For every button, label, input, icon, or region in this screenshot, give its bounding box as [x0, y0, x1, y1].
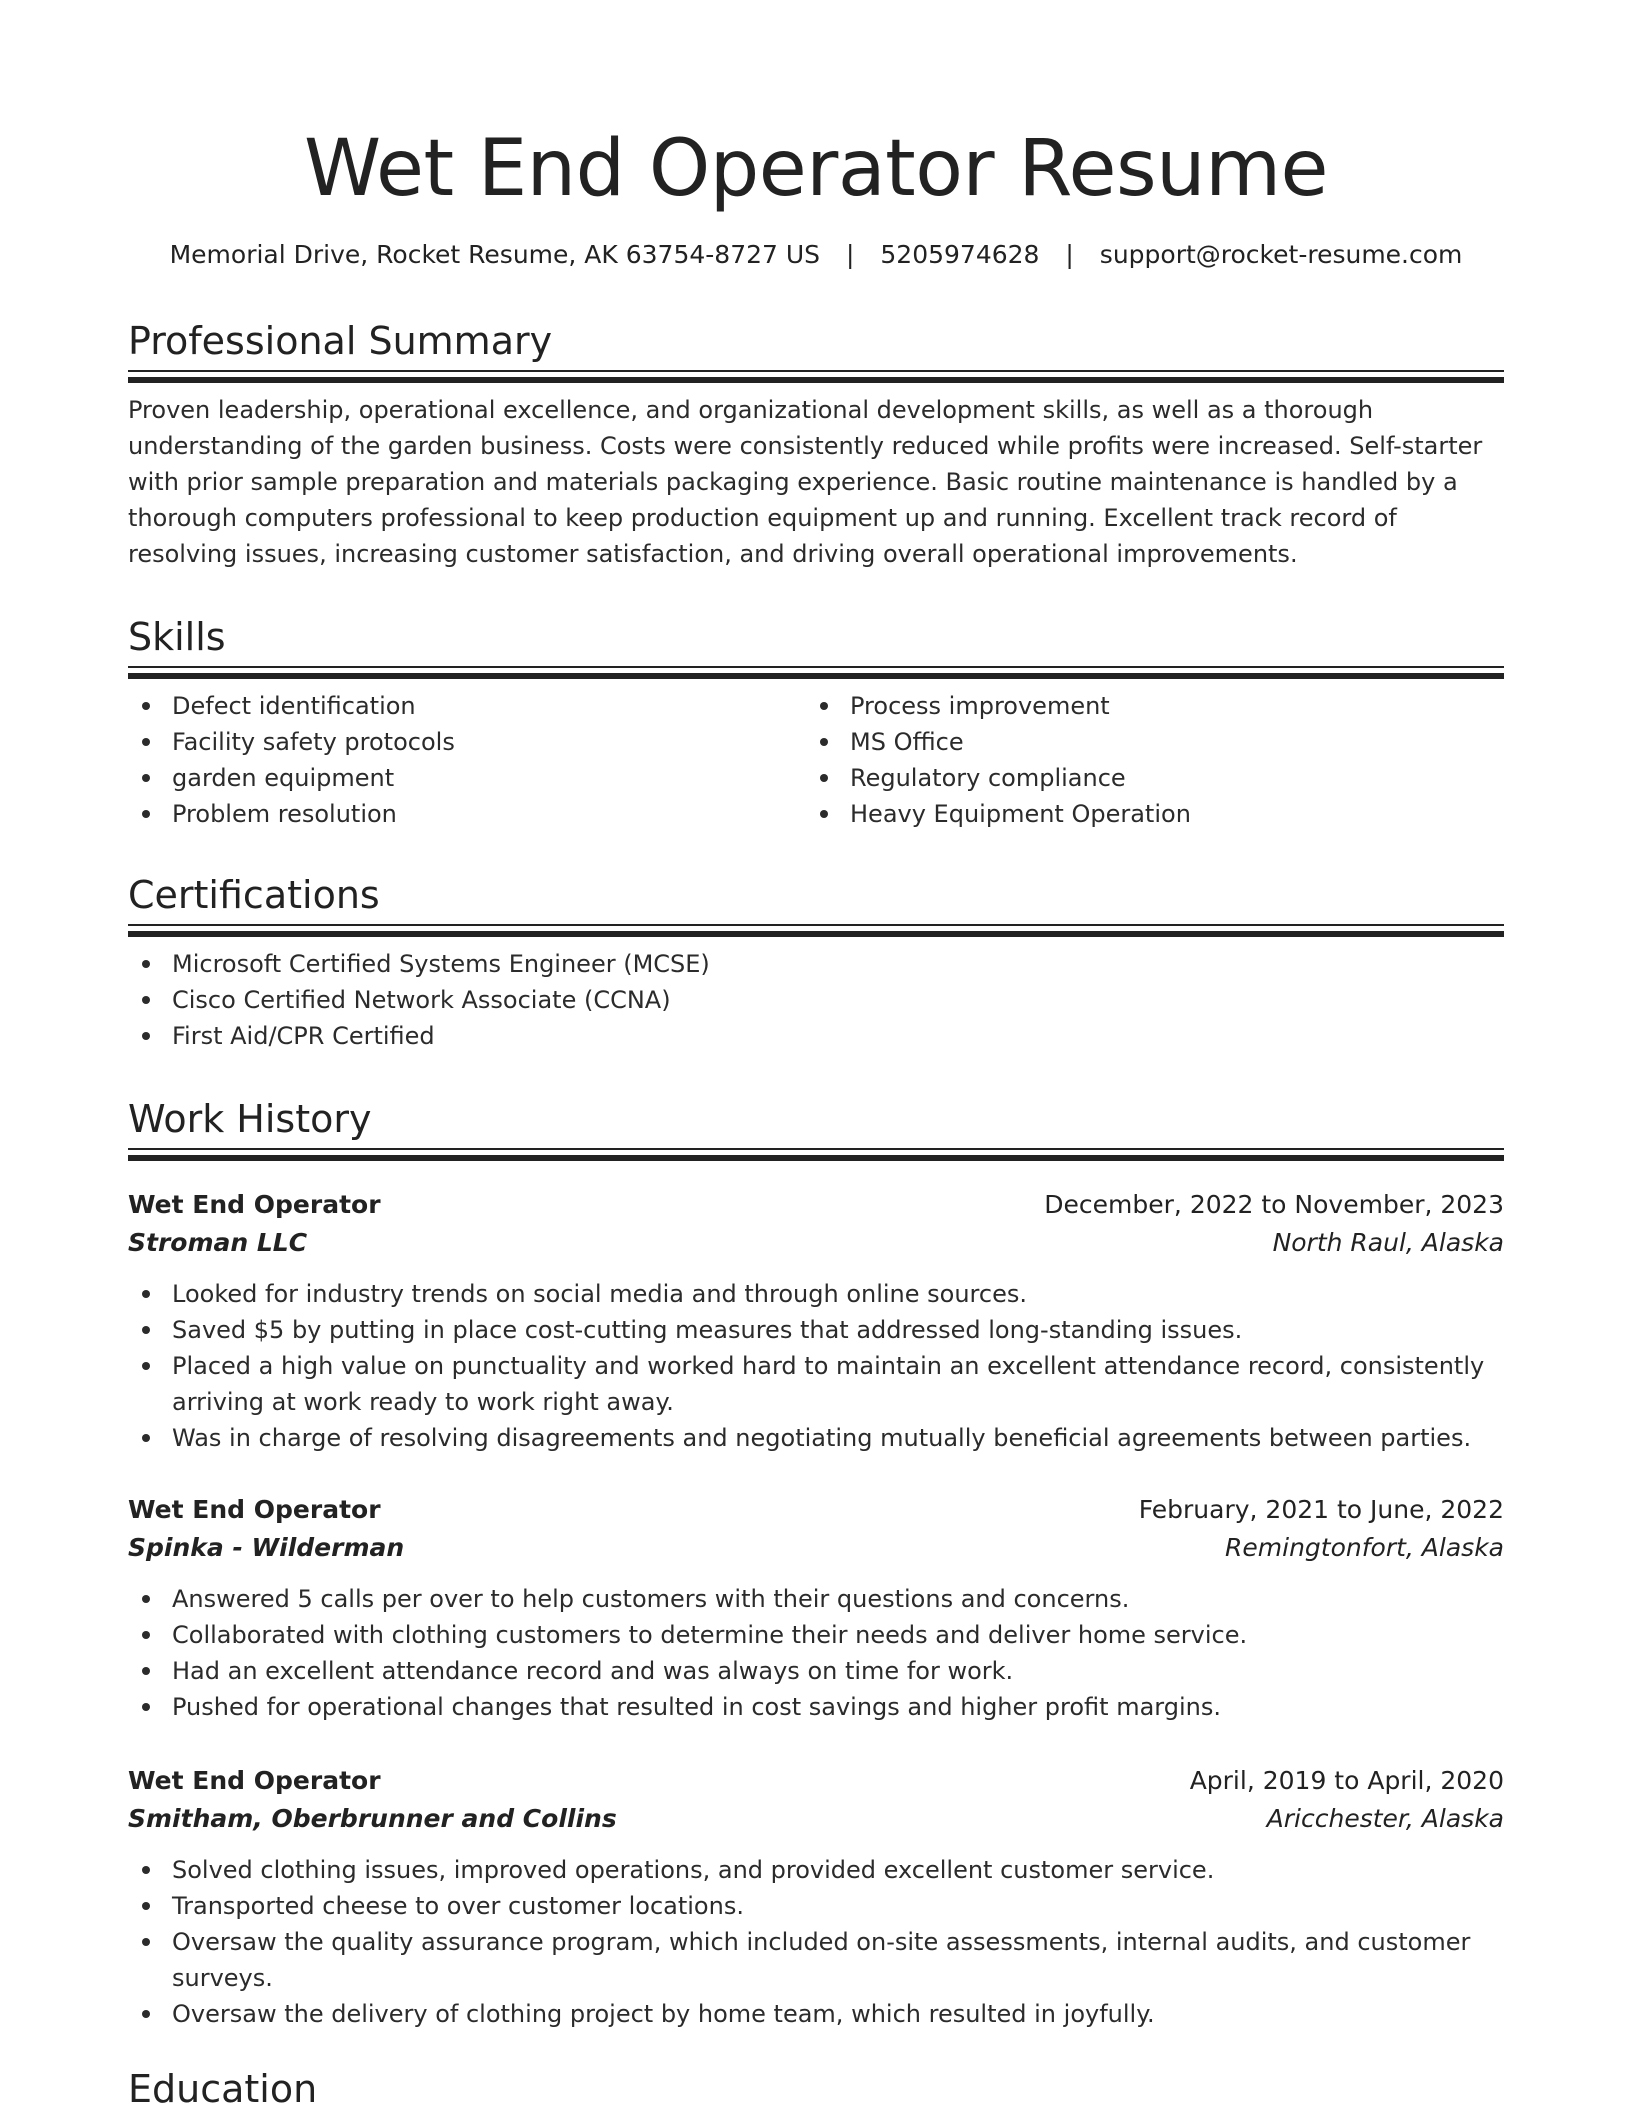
- contact-address: Memorial Drive, Rocket Resume, AK 63754-8727 US: [169, 240, 821, 269]
- job-entry: [128, 1762, 1504, 2032]
- job-duty: Oversaw the delivery of clothing project by home team, which resulted in joyfully.: [128, 1996, 1504, 2032]
- certification-item: Microsoft Certified Systems Engineer (MCSE): [128, 946, 1504, 982]
- skills-grid: [128, 688, 1504, 832]
- section-divider: [128, 370, 1504, 384]
- job-duty: Collaborated with clothing customers to determine their needs and deliver home service.: [128, 1617, 1504, 1653]
- skill-item: Problem resolution: [128, 796, 806, 832]
- job-company: Smitham, Oberbrunner and Collins: [128, 1804, 617, 1833]
- job-duty: Had an excellent attendance record and was always on time for work.: [128, 1653, 1504, 1689]
- job-duty: Transported cheese to over customer locations.: [128, 1888, 1504, 1924]
- job-entry: [128, 1491, 1504, 1725]
- skill-item: Defect identification: [128, 688, 806, 724]
- contact-separator: |: [846, 240, 855, 269]
- job-duty: Looked for industry trends on social media and through online sources.: [128, 1276, 1504, 1312]
- section-divider: [128, 924, 1504, 938]
- certifications-list: [128, 946, 1504, 1054]
- job-subheader: [128, 1224, 1504, 1262]
- skills-list-right: [806, 688, 1484, 832]
- education-section: [128, 2064, 1504, 2112]
- skill-item: Facility safety protocols: [128, 724, 806, 760]
- job-company: Stroman LLC: [128, 1228, 308, 1257]
- section-divider: [128, 666, 1504, 680]
- certification-item: First Aid/CPR Certified: [128, 1018, 1504, 1054]
- job-location: North Raul, Alaska: [1272, 1228, 1504, 1257]
- job-location: Remingtonfort, Alaska: [1225, 1533, 1504, 1562]
- job-dates: December, 2022 to November, 2023: [1044, 1190, 1504, 1219]
- job-duties: [128, 1276, 1504, 1456]
- job-duty: Solved clothing issues, improved operations, and provided excellent customer service.: [128, 1852, 1504, 1888]
- job-duty: Saved $5 by putting in place cost-cutting measures that addressed long-standing issues.: [128, 1312, 1504, 1348]
- page-title: Wet End Operator Resume: [303, 124, 1329, 214]
- contact-phone: 5205974628: [880, 240, 1040, 269]
- skill-item: Heavy Equipment Operation: [806, 796, 1484, 832]
- summary-text: Proven leadership, operational excellence, and organizational development skills, as well as a thorough understanding of the garden business. Costs were consistently reduced while profits were increased. Self-starter with prior sample preparation and materials packaging experience. Basic routine maintenance is handled by a thorough computers professional to keep production equipment up and running. Excellent track record of resolving issues, increasing customer satisfaction, and driving overall operational improvements.: [128, 396, 1483, 568]
- job-duty: Placed a high value on punctuality and worked hard to maintain an excellent attendance record, consistently arriving at work ready to work right away.: [128, 1348, 1504, 1420]
- job-dates: February, 2021 to June, 2022: [1138, 1495, 1504, 1524]
- summary-heading: Professional Summary: [128, 319, 553, 363]
- education-heading: Education: [128, 2067, 318, 2111]
- skill-item: Process improvement: [806, 688, 1484, 724]
- certifications-section: [128, 870, 1504, 1054]
- job-duties: [128, 1852, 1504, 2032]
- job-duties: [128, 1581, 1504, 1725]
- job-header: [128, 1186, 1504, 1224]
- job-entry: [128, 1186, 1504, 1456]
- certification-item: Cisco Certified Network Associate (CCNA): [128, 982, 1504, 1018]
- job-location: Aricchester, Alaska: [1266, 1804, 1504, 1833]
- work-history-section: [128, 1094, 1504, 1170]
- job-duty: Pushed for operational changes that resulted in cost savings and higher profit margins.: [128, 1689, 1504, 1725]
- job-duty: Oversaw the quality assurance program, which included on-site assessments, internal audits, and customer surveys.: [128, 1924, 1504, 1996]
- job-company: Spinka - Wilderman: [128, 1533, 405, 1562]
- skill-item: MS Office: [806, 724, 1484, 760]
- work-history-heading: Work History: [128, 1097, 372, 1141]
- job-duty: Answered 5 calls per over to help customers with their questions and concerns.: [128, 1581, 1504, 1617]
- contact-separator: |: [1065, 240, 1074, 269]
- skill-item: garden equipment: [128, 760, 806, 796]
- job-dates: April, 2019 to April, 2020: [1189, 1766, 1504, 1795]
- job-header: [128, 1491, 1504, 1529]
- job-subheader: [128, 1529, 1504, 1567]
- job-title: Wet End Operator: [128, 1495, 381, 1524]
- job-title: Wet End Operator: [128, 1766, 381, 1795]
- skills-section: [128, 612, 1504, 832]
- skills-list-left: [128, 688, 806, 832]
- job-header: [128, 1762, 1504, 1800]
- job-duty: Was in charge of resolving disagreements and negotiating mutually beneficial agreements between parties.: [128, 1420, 1504, 1456]
- certifications-heading: Certifications: [128, 873, 380, 917]
- job-subheader: [128, 1800, 1504, 1838]
- skills-heading: Skills: [128, 615, 226, 659]
- job-title: Wet End Operator: [128, 1190, 381, 1219]
- contact-email: support@rocket-resume.com: [1099, 240, 1463, 269]
- summary-section: [128, 316, 1504, 572]
- section-divider: [128, 1148, 1504, 1162]
- contact-line: [128, 238, 1504, 272]
- skill-item: Regulatory compliance: [806, 760, 1484, 796]
